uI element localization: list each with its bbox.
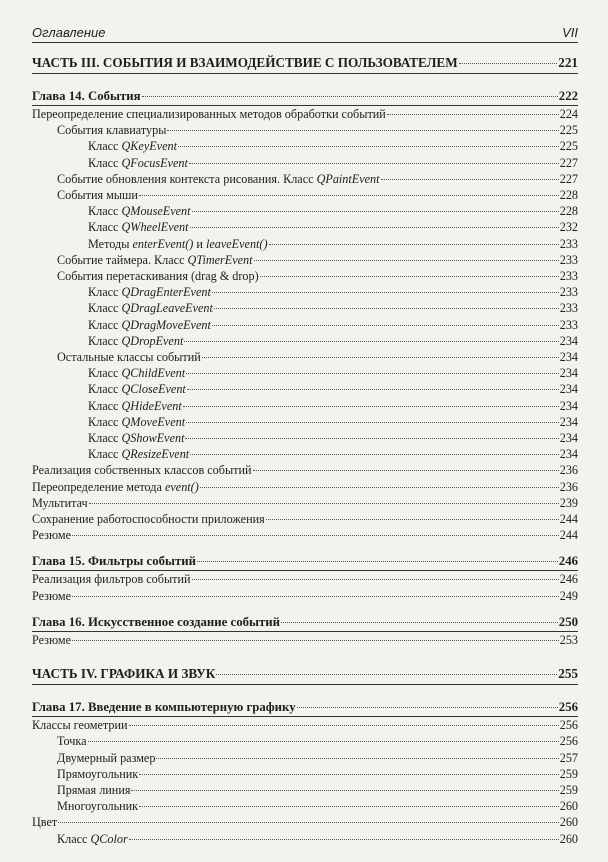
- toc-entry-title: [32, 511, 265, 527]
- toc-entry-title: [88, 430, 184, 446]
- toc-entry-text: Прямая линия: [57, 782, 131, 797]
- toc-page-number: 255: [558, 666, 578, 682]
- toc-entry-title: [32, 527, 71, 543]
- toc-chapter-entry: [32, 553, 578, 570]
- toc-entry-text: Точка: [57, 734, 87, 749]
- toc-page-number: 260: [559, 799, 578, 814]
- toc-entry-text: ЧАСТЬ IV. ГРАФИКА И ЗВУК: [32, 666, 216, 682]
- running-header: [32, 20, 578, 43]
- toc-entry-text: Переопределение специализированных методов обработки событий: [32, 107, 386, 121]
- toc-entry-title: [57, 187, 138, 203]
- toc-entry: [32, 381, 578, 397]
- dot-leader: [72, 535, 559, 536]
- toc-page-number: 234: [559, 447, 578, 462]
- toc-entry-code-term: QHideEvent: [121, 398, 182, 413]
- dot-leader: [72, 640, 559, 641]
- toc-page-number: 233: [559, 301, 578, 316]
- toc-entry-code-term: QColor: [90, 831, 128, 846]
- toc-entry-title: [88, 446, 189, 462]
- toc-chapter-entry: [32, 699, 578, 716]
- toc-entry-text: Класс: [88, 285, 122, 300]
- toc-entry-code-term: QMouseEvent: [121, 204, 191, 219]
- toc-entry-text: Класс: [88, 431, 122, 446]
- toc-entry: [32, 782, 578, 798]
- toc-entry-text: Методы: [88, 236, 133, 251]
- toc-entry-title: [57, 766, 138, 782]
- toc-entry-text: Класс: [88, 366, 122, 381]
- dot-leader: [216, 674, 557, 675]
- toc-entry-code-term: leaveEvent(): [205, 236, 268, 251]
- toc-page-number: 260: [559, 815, 578, 830]
- dot-leader: [190, 454, 559, 455]
- toc-entry: [32, 219, 578, 235]
- toc-entry-title: [57, 349, 201, 365]
- toc-entry: [32, 571, 578, 587]
- toc-entry: [32, 479, 578, 495]
- dot-leader: [72, 596, 559, 597]
- toc-entry-title: [32, 553, 196, 570]
- toc-entry: [32, 333, 578, 349]
- toc-entry-title: [32, 717, 128, 733]
- toc-entry-text: и: [193, 236, 206, 251]
- toc-entry-text: События перетаскивания (drag & drop): [57, 269, 259, 284]
- dot-leader: [88, 741, 559, 742]
- toc-page-number: 224: [559, 107, 578, 121]
- toc-entry-title: [88, 219, 189, 235]
- toc-entry-text: Глава 16. Искусственное создание событий: [32, 614, 281, 629]
- toc-entry-text: Класс: [88, 139, 122, 154]
- toc-page-number: 239: [559, 495, 578, 510]
- toc-page-number: 250: [558, 614, 578, 629]
- dot-leader: [381, 179, 559, 180]
- toc-page-number: 234: [559, 366, 578, 381]
- toc-page-number: 260: [559, 831, 578, 846]
- toc-entry-title: [57, 798, 138, 814]
- toc-page-number: 246: [559, 572, 578, 587]
- toc-entry-title: [88, 317, 211, 333]
- toc-entry-title: [88, 333, 183, 349]
- toc-entry-text: Класс: [57, 831, 91, 846]
- toc-entry: [32, 750, 578, 766]
- toc-entry-code-term: QMoveEvent: [121, 414, 186, 429]
- toc-page-number: 234: [559, 414, 578, 429]
- toc-entry-text: Резюме: [32, 588, 72, 603]
- dot-leader: [254, 260, 559, 261]
- toc-page-number: 225: [559, 123, 578, 138]
- toc-entry: [32, 717, 578, 733]
- toc-entry-title: [57, 268, 259, 284]
- toc-entry: [32, 252, 578, 268]
- toc-entry-code-term: QWheelEvent: [121, 220, 189, 235]
- toc-page-number: 233: [559, 269, 578, 284]
- toc-entry-title: [32, 495, 88, 511]
- dot-leader: [156, 758, 558, 759]
- toc-entry-title: [88, 155, 188, 171]
- toc-entry: [32, 446, 578, 462]
- toc-page-number: 256: [559, 718, 578, 733]
- toc-entry-text: Класс: [88, 398, 122, 413]
- toc-entry-text: Мультитач: [32, 495, 88, 510]
- toc-entry-title: [88, 300, 213, 316]
- toc-page-number: 233: [559, 252, 578, 267]
- dot-leader: [189, 163, 559, 164]
- toc-entry: [32, 106, 578, 122]
- toc-page-number: 233: [559, 285, 578, 300]
- toc-entry: [32, 268, 578, 284]
- toc-entry: [32, 632, 578, 648]
- toc-entry: [32, 349, 578, 365]
- toc-entry-title: [32, 814, 57, 830]
- dot-leader: [183, 406, 559, 407]
- toc-entry-text: События мыши: [57, 188, 138, 203]
- toc-page-number: 228: [559, 188, 578, 203]
- table-of-contents: [32, 52, 578, 847]
- toc-entry: [32, 462, 578, 478]
- dot-leader: [89, 503, 559, 504]
- toc-entry-text: Класс: [88, 382, 122, 397]
- toc-page-number: 259: [559, 766, 578, 781]
- toc-page-number: 236: [559, 479, 578, 494]
- toc-entry-text: ЧАСТЬ III. СОБЫТИЯ И ВЗАИМОДЕЙСТВИЕ С ПОЛЬЗОВАТЕЛЕМ: [32, 55, 458, 70]
- toc-entry-text: Многоугольник: [57, 799, 139, 814]
- header-page-number: VII: [562, 25, 578, 40]
- toc-entry-title: [88, 203, 191, 219]
- toc-entry-title: [57, 831, 128, 847]
- toc-entry-code-term: QDragMoveEvent: [121, 317, 211, 332]
- toc-entry: [32, 203, 578, 219]
- dot-leader: [129, 839, 559, 840]
- toc-entry: [32, 814, 578, 830]
- toc-entry: [32, 300, 578, 316]
- toc-page-number: 234: [559, 350, 578, 365]
- toc-page-number: 256: [559, 734, 578, 749]
- toc-entry-title: [32, 88, 141, 105]
- toc-entry-code-term: QDragLeaveEvent: [121, 301, 213, 316]
- dot-leader: [253, 470, 559, 471]
- toc-entry-code-term: QPaintEvent: [316, 171, 380, 186]
- toc-entry-text: Событие таймера. Класс: [57, 252, 188, 267]
- toc-entry-title: [32, 571, 191, 587]
- toc-entry-text: Глава 15. Фильтры событий: [32, 554, 197, 569]
- toc-entry: [32, 317, 578, 333]
- toc-entry-code-term: QFocusEvent: [121, 155, 188, 170]
- toc-entry-title: [88, 398, 182, 414]
- dot-leader: [297, 707, 558, 708]
- toc-entry-text: Остальные классы событий: [57, 350, 201, 365]
- toc-page-number: 233: [559, 317, 578, 332]
- toc-entry-text: Глава 14. События: [32, 89, 141, 103]
- toc-part-entry: [32, 54, 578, 72]
- dot-leader: [178, 146, 559, 147]
- dot-leader: [202, 357, 559, 358]
- dot-leader: [281, 622, 558, 623]
- toc-entry-text: Двумерный размер: [57, 750, 156, 765]
- toc-entry-title: [88, 138, 177, 154]
- toc-page-number: 225: [559, 139, 578, 154]
- toc-page-number: 227: [559, 171, 578, 186]
- toc-entry-title: [88, 284, 211, 300]
- toc-page-number: 222: [558, 89, 578, 103]
- dot-leader: [260, 276, 559, 277]
- toc-entry-text: Класс: [88, 333, 122, 348]
- toc-entry-text: Класс: [88, 204, 122, 219]
- toc-entry-code-term: event(): [164, 479, 199, 494]
- toc-entry-text: Резюме: [32, 528, 72, 543]
- dot-leader: [139, 774, 559, 775]
- toc-entry-title: [88, 236, 268, 252]
- toc-entry-title: [32, 462, 252, 478]
- dot-leader: [129, 725, 559, 726]
- dot-leader: [387, 114, 559, 115]
- toc-entry-text: События клавиатуры: [57, 123, 167, 138]
- toc-entry-text: Глава 17. Введение в компьютерную графику: [32, 700, 296, 715]
- toc-entry: [32, 511, 578, 527]
- dot-leader: [266, 519, 559, 520]
- toc-entry-text: Прямоугольник: [57, 766, 139, 781]
- toc-entry: [32, 588, 578, 604]
- dot-leader: [187, 389, 559, 390]
- toc-entry-title: [32, 699, 296, 716]
- toc-page-number: 234: [559, 398, 578, 413]
- toc-entry-text: Резюме: [32, 632, 72, 647]
- dot-leader: [192, 211, 559, 212]
- toc-entry-title: [88, 414, 185, 430]
- toc-entry-title: [32, 479, 199, 495]
- toc-entry: [32, 171, 578, 187]
- toc-entry-title: [57, 733, 87, 749]
- toc-entry-title: [32, 665, 215, 683]
- toc-entry: [32, 495, 578, 511]
- dot-leader: [139, 806, 559, 807]
- toc-entry: [32, 155, 578, 171]
- dot-leader: [139, 195, 559, 196]
- toc-entry: [32, 766, 578, 782]
- toc-entry-text: Классы геометрии: [32, 718, 128, 733]
- toc-entry-code-term: QChildEvent: [121, 366, 186, 381]
- toc-entry-code-term: QShowEvent: [121, 431, 185, 446]
- toc-entry-title: [32, 106, 386, 122]
- toc-page-number: 221: [558, 55, 578, 70]
- toc-entry-text: Реализация фильтров событий: [32, 572, 191, 587]
- toc-entry-title: [57, 171, 380, 187]
- toc-entry: [32, 122, 578, 138]
- toc-entry-title: [32, 632, 71, 648]
- toc-entry: [32, 284, 578, 300]
- toc-entry-code-term: QDropEvent: [121, 333, 184, 348]
- toc-entry-text: Событие обновления контекста рисования. Класс: [57, 171, 317, 186]
- toc-entry-text: Класс: [88, 155, 122, 170]
- toc-entry-text: Реализация собственных классов событий: [32, 463, 252, 478]
- toc-entry-title: [57, 122, 166, 138]
- toc-entry-text: Класс: [88, 414, 122, 429]
- toc-entry-text: Класс: [88, 301, 122, 316]
- toc-chapter-entry: [32, 88, 578, 105]
- dot-leader: [131, 790, 558, 791]
- toc-entry: [32, 138, 578, 154]
- toc-entry-title: [88, 381, 186, 397]
- toc-entry-title: [32, 588, 71, 604]
- toc-entry: [32, 733, 578, 749]
- toc-entry: [32, 398, 578, 414]
- toc-entry-title: [32, 54, 458, 72]
- toc-entry-text: Сохранение работоспособности приложения: [32, 512, 265, 527]
- header-section-title: Оглавление: [32, 25, 106, 40]
- dot-leader: [212, 292, 559, 293]
- toc-entry-code-term: QDragEnterEvent: [121, 285, 211, 300]
- toc-page-number: 228: [559, 204, 578, 219]
- toc-page-number: 253: [559, 632, 578, 647]
- toc-page-number: 234: [559, 333, 578, 348]
- toc-entry-code-term: QKeyEvent: [121, 139, 177, 154]
- dot-leader: [142, 96, 558, 97]
- toc-page-number: 257: [559, 750, 578, 765]
- toc-entry-code-term: enterEvent(): [132, 236, 194, 251]
- toc-entry-text: Класс: [88, 447, 122, 462]
- dot-leader: [186, 373, 559, 374]
- toc-page-number: 246: [558, 554, 578, 569]
- toc-entry-code-term: QTimerEvent: [187, 252, 253, 267]
- toc-entry: [32, 414, 578, 430]
- dot-leader: [184, 341, 558, 342]
- toc-entry-title: [57, 750, 155, 766]
- toc-entry: [32, 430, 578, 446]
- toc-page-number: 236: [559, 463, 578, 478]
- toc-chapter-entry: [32, 614, 578, 631]
- toc-entry-text: Переопределение метода: [32, 479, 165, 494]
- toc-entry: [32, 365, 578, 381]
- toc-entry-title: [32, 614, 280, 631]
- dot-leader: [192, 579, 559, 580]
- toc-entry-code-term: QResizeEvent: [121, 447, 190, 462]
- toc-entry: [32, 527, 578, 543]
- toc-entry-text: Класс: [88, 220, 122, 235]
- dot-leader: [197, 561, 558, 562]
- dot-leader: [200, 487, 559, 488]
- dot-leader: [212, 325, 559, 326]
- dot-leader: [459, 63, 558, 64]
- dot-leader: [186, 422, 559, 423]
- section-divider: [32, 684, 578, 685]
- dot-leader: [214, 308, 559, 309]
- toc-entry-code-term: QCloseEvent: [121, 382, 186, 397]
- dot-leader: [190, 227, 559, 228]
- toc-page-number: 256: [558, 700, 578, 715]
- toc-entry: [32, 798, 578, 814]
- toc-page-number: 233: [559, 236, 578, 251]
- toc-page-number: 244: [559, 528, 578, 543]
- toc-entry-title: [57, 252, 253, 268]
- dot-leader: [167, 130, 558, 131]
- toc-page-number: 259: [559, 782, 578, 797]
- toc-part-entry: [32, 665, 578, 683]
- toc-entry: [32, 831, 578, 847]
- toc-entry-text: Класс: [88, 317, 122, 332]
- toc-entry: [32, 236, 578, 252]
- toc-page-number: 234: [559, 431, 578, 446]
- dot-leader: [185, 438, 558, 439]
- toc-page-number: 234: [559, 382, 578, 397]
- toc-entry-title: [57, 782, 130, 798]
- toc-page-number: 249: [559, 588, 578, 603]
- section-divider: [32, 73, 578, 74]
- toc-page-number: 232: [559, 220, 578, 235]
- toc-entry: [32, 187, 578, 203]
- toc-page-number: 244: [559, 512, 578, 527]
- toc-entry-title: [88, 365, 185, 381]
- dot-leader: [269, 244, 559, 245]
- dot-leader: [58, 822, 558, 823]
- toc-page-number: 227: [559, 155, 578, 170]
- toc-entry-text: Цвет: [32, 815, 58, 830]
